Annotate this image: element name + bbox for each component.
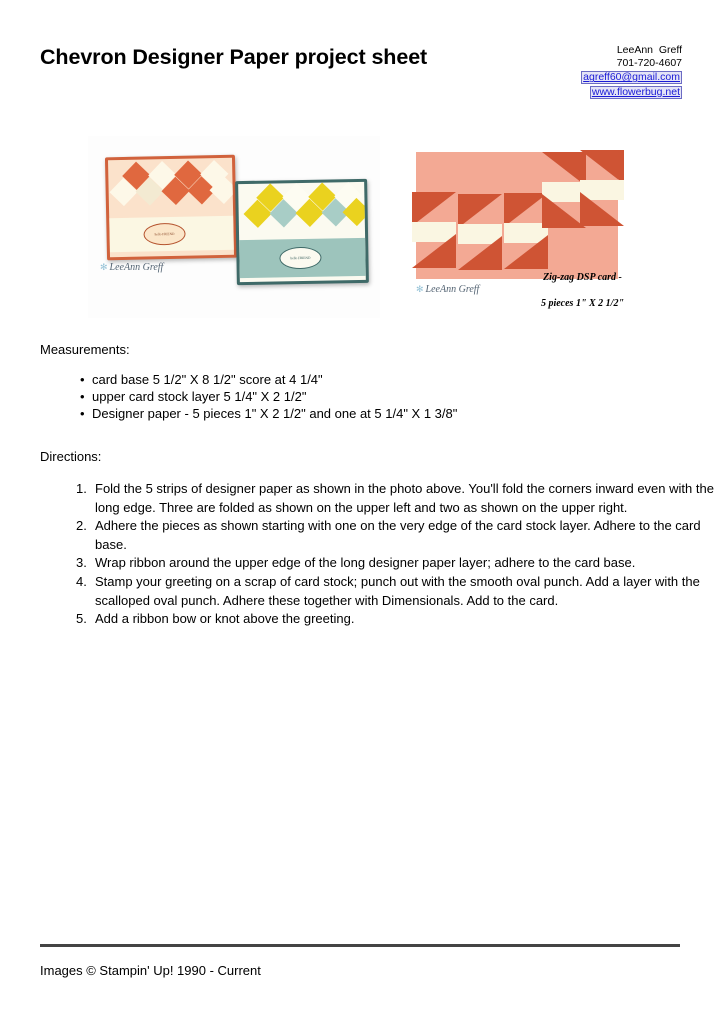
card-teal-inner [238,182,366,282]
footer-copyright: Images © Stampin' Up! 1990 - Current [40,963,261,978]
card-teal [235,179,369,285]
page-title: Chevron Designer Paper project sheet [40,45,428,69]
finished-cards-photo [88,136,380,318]
contact-email-link-wrapper [492,70,682,84]
list-item: • Designer paper - 5 pieces 1" X 2 1/2" and one at 5 1/4" X 1 3/8" [80,405,720,422]
footer-divider [40,944,680,947]
zigzag-caption [541,258,624,310]
contact-website-link-wrapper [492,85,682,99]
zigzag-pieces-photo [402,136,630,318]
contact-website-link[interactable]: www.flowerbug.net [591,85,680,98]
list-item: Wrap ribbon around the upper edge of the long designer paper layer; adhere to the card base. [95,555,636,571]
measurements-heading: Measurements: [40,342,130,357]
measurements-list [40,371,720,423]
greeting-oval: hello FRIEND [279,247,321,270]
list-item: Adhere the pieces as shown starting with one on the very edge of the card stock layer. Adhere to the card base. [95,518,701,552]
zigzag-piece [580,150,624,226]
photo-row [0,132,724,322]
contact-block [492,44,682,99]
list-item: • card base 5 1/2" X 8 1/2" score at 4 1/4" [80,371,720,388]
zigzag-piece [412,192,456,268]
zigzag-bottom-triangle [458,236,502,270]
card-peach [105,155,237,261]
zigzag-caption-line2: 5 pieces 1" X 2 1/2" [540,298,624,309]
list-item: Fold the 5 strips of designer paper as shown in the photo above. You'll fold the corners inward even with the long edge. Three are folded as shown on the upper left and two as shown on the upper right. [95,481,714,515]
zigzag-bottom-triangle [412,234,456,268]
greeting-oval: hello FRIEND [143,223,185,246]
list-item: Stamp your greeting on a scrap of card stock; punch out with the smooth oval punch. Add a layer with the scalloped oval punch. Adhere these together with Dimensionals. Add to the card. [95,573,700,608]
signature-watermark: ✻ LeeAnn Greff [100,262,163,273]
zigzag-piece [458,194,502,270]
directions-list [40,480,724,629]
contact-name: LeeAnn Greff [616,44,682,56]
zigzag-top-triangle [412,192,456,226]
zigzag-top-triangle [580,150,624,184]
zigzag-bottom-triangle [580,192,624,226]
list-item: • upper card stock layer 5 1/4" X 2 1/2" [80,388,720,405]
card-peach-inner [108,158,234,258]
directions-heading: Directions: [40,449,102,464]
contact-phone: 701-720-4607 [616,57,682,70]
contact-email-link[interactable]: agreff60@gmail.com [583,71,680,84]
list-item: Add a ribbon bow or knot above the greeting. [95,611,355,627]
zigzag-caption-line1: Zig-zag DSP card - [543,272,622,283]
zigzag-top-triangle [458,194,502,228]
signature-watermark: ✻ LeeAnn Greff [416,284,479,295]
